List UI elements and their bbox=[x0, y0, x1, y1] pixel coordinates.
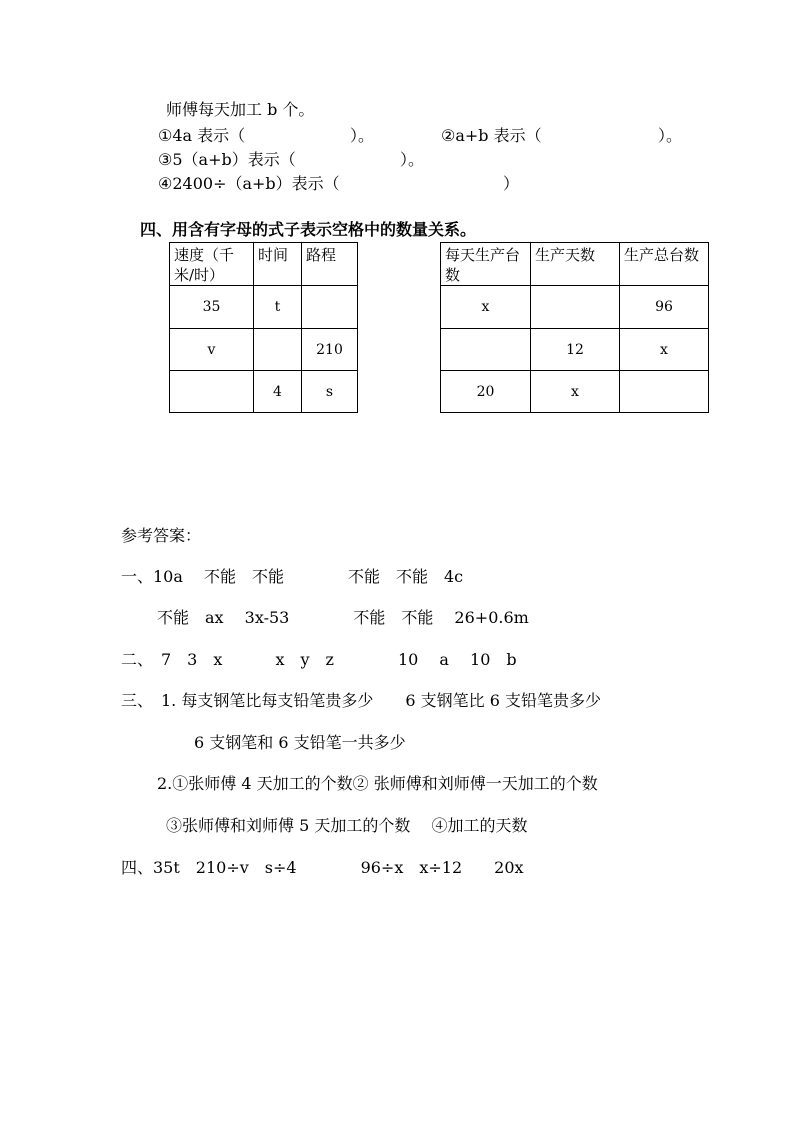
q1-suffix: ）。 bbox=[350, 126, 375, 145]
q4-prefix: ④2400÷（a+b）表示（ bbox=[158, 174, 340, 193]
table-cell bbox=[254, 329, 302, 371]
section3-intro: 师傅每天加工 b 个。 bbox=[166, 100, 315, 119]
table-cell: 35 bbox=[170, 286, 254, 329]
q4-suffix: ） bbox=[503, 174, 520, 193]
answer-line-2: 不能 ax 3x-53 不能 不能 26+0.6m bbox=[157, 608, 529, 627]
answer-line-7: ③张师傅和刘师傅 5 天加工的个数 ④加工的天数 bbox=[166, 816, 528, 835]
table-cell: 12 bbox=[531, 329, 620, 371]
answer-line-5: 6 支钢笔和 6 支铅笔一共多少 bbox=[194, 733, 406, 752]
table-cell: t bbox=[254, 286, 302, 329]
header-daily-output: 每天生产台数 bbox=[441, 243, 531, 286]
answer-line-1: 一、10a 不能 不能 不能 不能 4c bbox=[121, 567, 464, 586]
answers-title: 参考答案： bbox=[121, 526, 202, 545]
production-table bbox=[440, 242, 709, 413]
answer-line-3: 二、 7 3 x x y z 10 a 10 b bbox=[121, 650, 517, 669]
answer-line-4: 三、 1. 每支钢笔比每支铅笔贵多少 6 支钢笔比 6 支铅笔贵多少 bbox=[121, 691, 601, 710]
header-speed: 速度（千米/时） bbox=[170, 243, 254, 286]
speed-time-distance-table bbox=[169, 242, 358, 413]
header-total-output: 生产总台数 bbox=[620, 243, 709, 286]
q2-prefix: ②a+b 表示（ bbox=[441, 126, 542, 145]
table-cell: s bbox=[302, 371, 358, 413]
table-cell bbox=[531, 286, 620, 329]
q2-suffix: ）。 bbox=[658, 126, 683, 145]
answer-line-8: 四、35t 210÷v s÷4 96÷x x÷12 20x bbox=[121, 858, 524, 877]
q3-prefix: ③5（a+b）表示（ bbox=[158, 150, 296, 169]
q3-suffix: ）。 bbox=[400, 150, 425, 169]
section4-title: 四、用含有字母的式子表示空格中的数量关系。 bbox=[140, 220, 477, 239]
table-cell bbox=[620, 371, 709, 413]
table-cell: v bbox=[170, 329, 254, 371]
table-cell: x bbox=[531, 371, 620, 413]
header-distance: 路程 bbox=[302, 243, 358, 286]
table-cell: 4 bbox=[254, 371, 302, 413]
header-time: 时间 bbox=[254, 243, 302, 286]
table-cell: x bbox=[620, 329, 709, 371]
table-cell bbox=[170, 371, 254, 413]
table-cell bbox=[302, 286, 358, 329]
table-cell: x bbox=[441, 286, 531, 329]
table-cell: 96 bbox=[620, 286, 709, 329]
table-cell: 20 bbox=[441, 371, 531, 413]
table-cell: 210 bbox=[302, 329, 358, 371]
q1-prefix: ①4a 表示（ bbox=[158, 126, 246, 145]
answer-line-6: 2.①张师傅 4 天加工的个数② 张师傅和刘师傅一天加工的个数 bbox=[157, 774, 598, 793]
table-cell bbox=[441, 329, 531, 371]
header-days: 生产天数 bbox=[531, 243, 620, 286]
